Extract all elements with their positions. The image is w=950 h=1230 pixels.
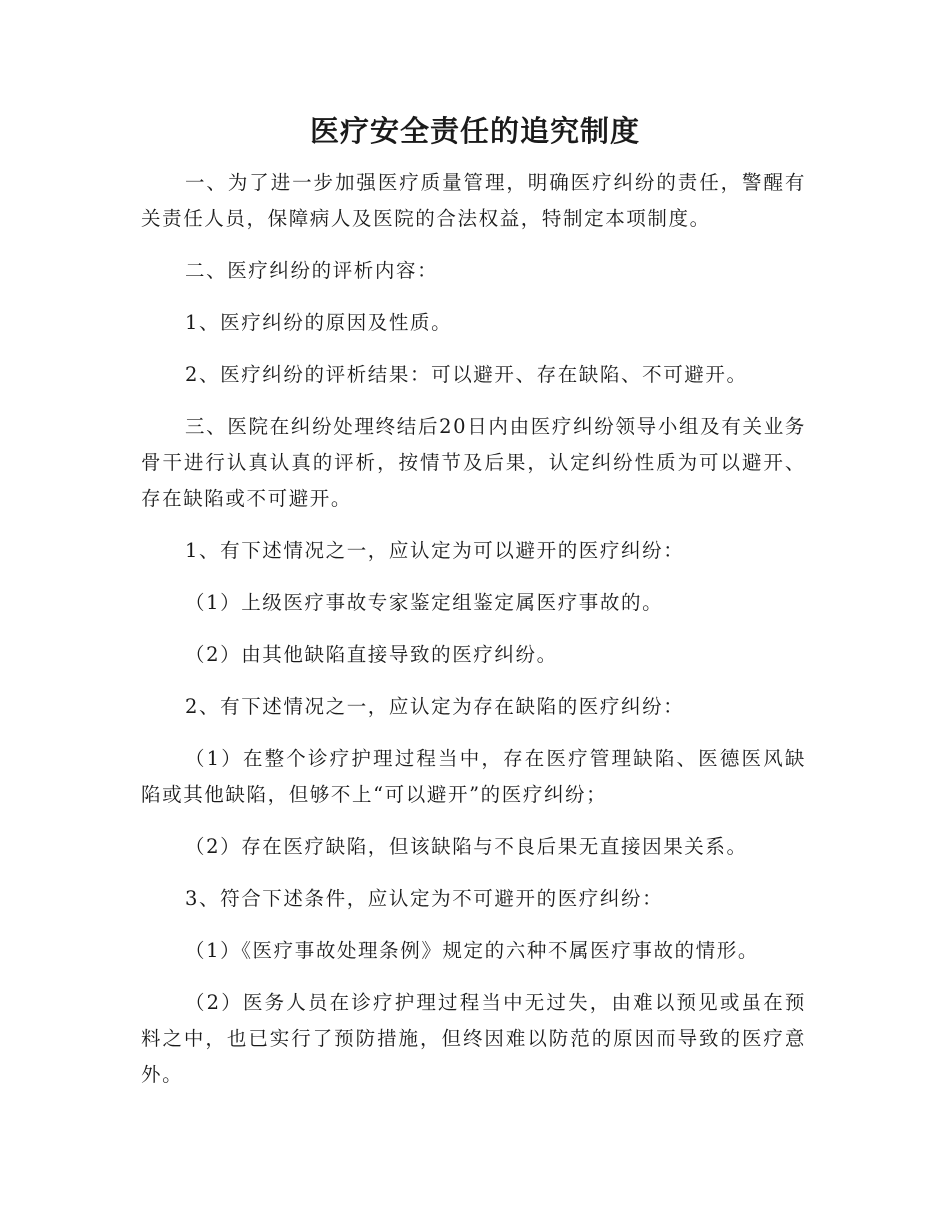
paragraph-purpose: 一、为了进一步加强医疗质量管理，明确医疗纠纷的责任，警醒有关责任人员，保障病人及医院的合法权益，特制定本项制度。 — [141, 171, 806, 230]
paragraph-avoidable-1: （1）上级医疗事故专家鉴定组鉴定属医疗事故的。 — [185, 591, 664, 614]
paragraph-unavoidable-heading: 3、符合下述条件，应认定为不可避开的医疗纠纷： — [185, 887, 664, 910]
paragraph-defect-2: （2）存在医疗缺陷，但该缺陷与不良后果无直接因果关系。 — [185, 835, 748, 858]
paragraph-section-2-heading: 二、医疗纠纷的评析内容： — [185, 259, 439, 282]
paragraph-item-result: 2、医疗纠纷的评析结果：可以避开、存在缺陷、不可避开。 — [185, 363, 748, 386]
paragraph-unavoidable-2: （2）医务人员在诊疗护理过程当中无过失，由难以预见或虽在预料之中，也已实行了预防措施，但终因难以防范的原因而导致的医疗意外。 — [141, 991, 806, 1086]
paragraph-section-3: 三、医院在纠纷处理终结后20日内由医疗纠纷领导小组及有关业务骨干进行认真认真的评析，按情节及后果，认定纠纷性质为可以避开、存在缺陷或不可避开。 — [141, 415, 806, 510]
paragraph-avoidable-2: （2）由其他缺陷直接导致的医疗纠纷。 — [185, 643, 558, 666]
paragraph-defect-heading: 2、有下述情况之一，应认定为存在缺陷的医疗纠纷： — [185, 695, 685, 718]
paragraph-item-cause: 1、医疗纠纷的原因及性质。 — [185, 311, 453, 334]
paragraph-avoidable-heading: 1、有下述情况之一，应认定为可以避开的医疗纠纷： — [185, 539, 685, 562]
paragraph-unavoidable-1: （1）《医疗事故处理条例》规定的六种不属医疗事故的情形。 — [185, 939, 759, 962]
document-body — [141, 165, 806, 1109]
document-title: 医疗安全责任的追究制度 — [309, 114, 640, 148]
paragraph-defect-1: （1）在整个诊疗护理过程当中，存在医疗管理缺陷、医德医风缺陷或其他缺陷，但够不上“可以避开”的医疗纠纷； — [141, 747, 806, 806]
